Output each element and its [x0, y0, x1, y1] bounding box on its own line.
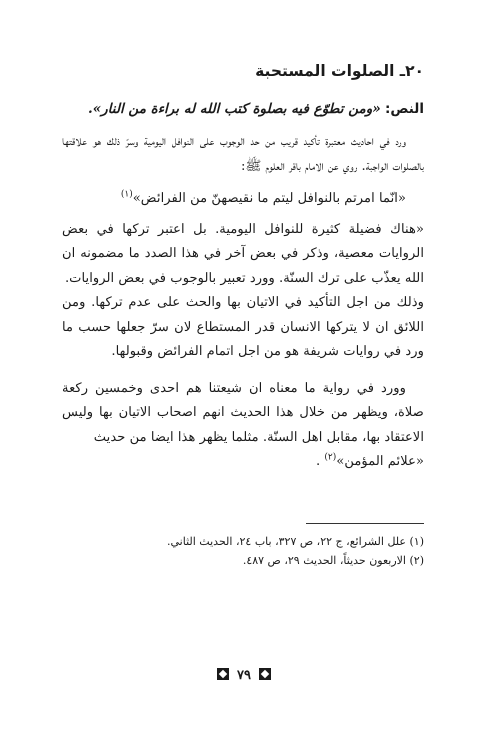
quote-2-text: «علائم المؤمن» [336, 454, 424, 469]
quote-1 [62, 187, 424, 212]
paragraph-3: وذلك من اجل التأكيد في الاتيان بها والحث على عدم تركها. ومن اللائق ان لا يتركها الانسان قدر المستطاع لان سرّ جعلها حسب ما ورد في روايات شريفة هو من اجل اتمام الفرائض وقبولها. [62, 295, 424, 359]
quote-2-line [62, 450, 424, 475]
text-label: النص: [384, 101, 424, 117]
hadith-quote: «ومن تطوّع فيه بصلوة كتب الله له براءة من النار». [88, 101, 381, 117]
quote-2-end: . [315, 454, 321, 469]
page-content [62, 60, 424, 570]
footnote-2: (٢) الاربعون حديثاً، الحديث ٢٩، ص ٤٨٧. [242, 553, 424, 567]
quote-1-text: «انّما امرتم بالنوافل ليتم ما نقيصهنّ من الفرائض» [132, 191, 406, 206]
page-number: ٧٩ [237, 668, 251, 683]
footnote-ref-1: (١) [120, 189, 133, 200]
paragraph-1: ورد في احاديث معتبرة تأكيد قريب من حد الوجوب على النوافل اليومية وسرّ ذلك هو علاقتها بالصلوات الواجبة. روي عن الامام باقر العلوم ﷺ: [62, 134, 424, 174]
footnote-ref-2: (٢) [324, 452, 337, 463]
footnote-1: (١) علل الشرائع، ج ٢٢، ص ٣٢٧، باب ٢٤، الحديث الثاني. [167, 534, 424, 548]
ornament-icon [217, 668, 229, 680]
section-heading: ٢٠ـ الصلوات المستحبة [255, 62, 424, 80]
page-number-block [0, 668, 488, 683]
ornament-icon [259, 668, 271, 680]
paragraph-2: «هناك فضيلة كثيرة للنوافل اليومية. بل اعتبر تركها في بعض الروايات معصية، وذكر في بعض آخر في هذا الصدد ما مضمونه ان الله يعذّب على ترك السنّة. وورد تعبير بالوجوب في بعض الروايات. [62, 221, 424, 286]
hadith-text-line [62, 98, 424, 120]
footnote-divider [306, 523, 424, 524]
paragraph-4: وورد في رواية ما معناه ان شيعتنا هم احدى وخمسين ركعة صلاة، ويظهر من خلال هذا الحديث انهم اصحاب الاتيان بها وليس الاعتقاد بها، مقابل اهل السنّة. مثلما يظهر هذا ايضا من حديث [62, 380, 424, 445]
